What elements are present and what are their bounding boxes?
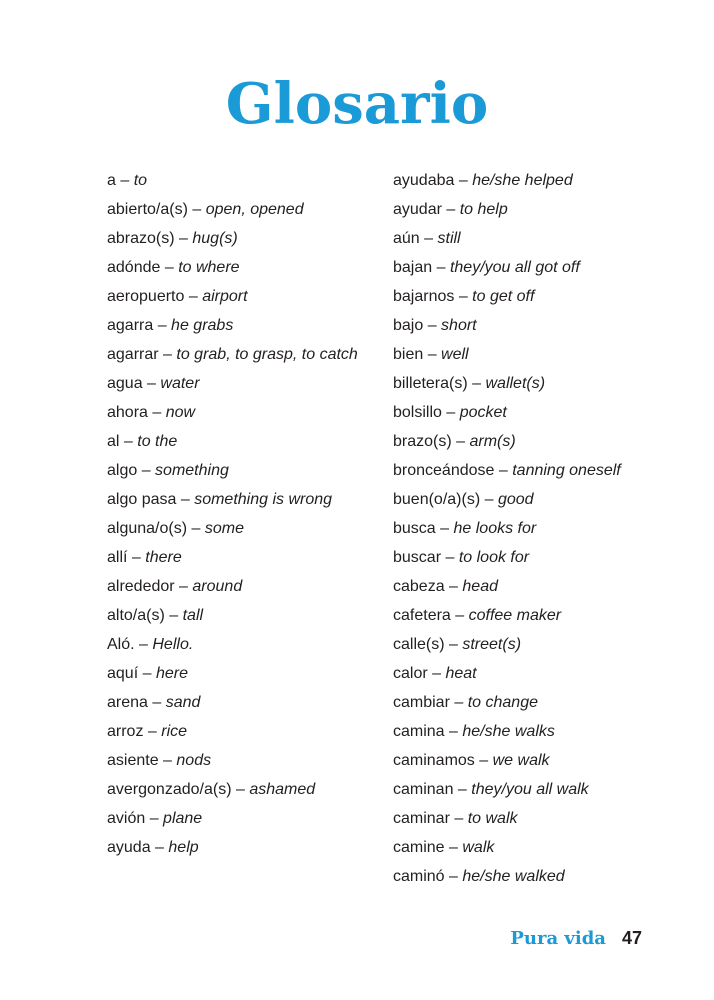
glossary-term: abierto/a(s) bbox=[107, 201, 188, 218]
glossary-definition: wallet(s) bbox=[485, 375, 546, 392]
glossary-entry bbox=[393, 577, 693, 597]
glossary-entry bbox=[107, 809, 387, 829]
glossary-entry bbox=[107, 780, 387, 800]
separator-dash: – bbox=[143, 723, 162, 740]
glossary-definition: he/she walked bbox=[462, 868, 565, 885]
separator-dash: – bbox=[147, 404, 166, 421]
separator-dash: – bbox=[174, 578, 193, 595]
page-footer bbox=[510, 928, 642, 949]
glossary-entry bbox=[393, 809, 693, 829]
separator-dash: – bbox=[453, 781, 472, 798]
glossary-definition: something bbox=[155, 462, 229, 479]
glossary-term: al bbox=[107, 433, 120, 450]
glossary-term: cafetera bbox=[393, 607, 451, 624]
glossary-definition: to help bbox=[459, 201, 508, 218]
glossary-term: caminó bbox=[393, 868, 445, 885]
glossary-definition: to get off bbox=[472, 288, 535, 305]
glossary-term: agarra bbox=[107, 317, 154, 334]
glossary-definition: he/she walks bbox=[462, 723, 555, 740]
glossary-entry bbox=[107, 606, 387, 626]
glossary-definition: still bbox=[437, 230, 461, 247]
glossary-entry bbox=[107, 490, 387, 510]
glossary-term: avergonzado/a(s) bbox=[107, 781, 232, 798]
glossary-term: ayudaba bbox=[393, 172, 455, 189]
glossary-term: bien bbox=[393, 346, 424, 363]
glossary-entry bbox=[107, 635, 387, 655]
glossary-entry bbox=[393, 287, 693, 307]
separator-dash: – bbox=[427, 665, 446, 682]
separator-dash: – bbox=[174, 230, 193, 247]
glossary-definition: something is wrong bbox=[194, 491, 333, 508]
separator-dash: – bbox=[164, 607, 183, 624]
glossary-definition: street(s) bbox=[462, 636, 522, 653]
glossary-term: asiente bbox=[107, 752, 159, 769]
glossary-entry bbox=[107, 722, 387, 742]
glossary-term: billetera(s) bbox=[393, 375, 468, 392]
glossary-term: a bbox=[107, 172, 116, 189]
separator-dash: – bbox=[474, 752, 493, 769]
separator-dash: – bbox=[441, 549, 459, 566]
glossary-term: avión bbox=[107, 810, 146, 827]
glossary-definition: rice bbox=[161, 723, 188, 740]
glossary-entry bbox=[393, 374, 693, 394]
glossary-term: caminan bbox=[393, 781, 454, 798]
glossary-entry bbox=[393, 258, 693, 278]
page-number: 47 bbox=[621, 928, 642, 948]
glossary-entry bbox=[107, 548, 387, 568]
separator-dash: – bbox=[153, 317, 172, 334]
glossary-term: caminar bbox=[393, 810, 450, 827]
glossary-term: buscar bbox=[393, 549, 442, 566]
glossary-definition: we walk bbox=[492, 752, 550, 769]
glossary-definition: here bbox=[155, 665, 188, 682]
glossary-entry bbox=[393, 432, 693, 452]
glossary-term: Aló. bbox=[107, 636, 135, 653]
glossary-definition: to grab, to grasp, to catch bbox=[176, 346, 358, 363]
glossary-entry bbox=[107, 432, 387, 452]
glossary-definition: to walk bbox=[467, 810, 518, 827]
glossary-definition: to look for bbox=[458, 549, 530, 566]
glossary-entry bbox=[393, 548, 693, 568]
glossary-entry bbox=[107, 345, 387, 365]
glossary-definition: ashamed bbox=[249, 781, 316, 798]
glossary-entry bbox=[107, 838, 387, 858]
glossary-term: adónde bbox=[107, 259, 161, 276]
separator-dash: – bbox=[449, 694, 468, 711]
glossary-entry bbox=[393, 229, 693, 249]
separator-dash: – bbox=[444, 636, 463, 653]
glossary-definition: water bbox=[160, 375, 200, 392]
separator-dash: – bbox=[494, 462, 513, 479]
separator-dash: – bbox=[435, 520, 454, 537]
separator-dash: – bbox=[119, 433, 138, 450]
separator-dash: – bbox=[231, 781, 250, 798]
separator-dash: – bbox=[150, 839, 169, 856]
glossary-definition: open, opened bbox=[205, 201, 304, 218]
glossary-definition: pocket bbox=[459, 404, 507, 421]
glossary-entry bbox=[393, 722, 693, 742]
separator-dash: – bbox=[451, 433, 470, 450]
glossary-entry bbox=[393, 200, 693, 220]
glossary-definition: tanning oneself bbox=[512, 462, 621, 479]
glossary-definition: coffee maker bbox=[468, 607, 562, 624]
separator-dash: – bbox=[454, 172, 473, 189]
glossary-entry bbox=[393, 751, 693, 771]
glossary-entry bbox=[393, 867, 693, 887]
glossary-term: aquí bbox=[107, 665, 139, 682]
glossary-term: bajarnos bbox=[393, 288, 455, 305]
glossary-definition: airport bbox=[202, 288, 248, 305]
glossary-term: agua bbox=[107, 375, 143, 392]
separator-dash: – bbox=[450, 607, 469, 624]
glossary-column-right bbox=[393, 171, 693, 896]
glossary-entry bbox=[393, 780, 693, 800]
separator-dash: – bbox=[432, 259, 450, 276]
glossary-entry bbox=[393, 316, 693, 336]
glossary-entry bbox=[107, 577, 387, 597]
glossary-entry bbox=[107, 316, 387, 336]
separator-dash: – bbox=[444, 578, 463, 595]
glossary-term: bolsillo bbox=[393, 404, 442, 421]
separator-dash: – bbox=[134, 636, 153, 653]
glossary-definition: heat bbox=[445, 665, 477, 682]
glossary-definition: there bbox=[145, 549, 182, 566]
glossary-term: cabeza bbox=[393, 578, 445, 595]
separator-dash: – bbox=[158, 752, 177, 769]
glossary-term: camina bbox=[393, 723, 445, 740]
glossary-definition: to the bbox=[137, 433, 178, 450]
glossary-entry bbox=[393, 693, 693, 713]
glossary-entry bbox=[393, 345, 693, 365]
glossary-term: buen(o/a)(s) bbox=[393, 491, 481, 508]
glossary-entry bbox=[107, 171, 387, 191]
glossary-entry bbox=[107, 461, 387, 481]
glossary-entry bbox=[393, 490, 693, 510]
glossary-definition: well bbox=[441, 346, 469, 363]
separator-dash: – bbox=[127, 549, 146, 566]
glossary-definition: nods bbox=[176, 752, 212, 769]
glossary-term: calle(s) bbox=[393, 636, 445, 653]
glossary-entry bbox=[107, 229, 387, 249]
separator-dash: – bbox=[176, 491, 195, 508]
glossary-term: aún bbox=[393, 230, 420, 247]
glossary-definition: to bbox=[133, 172, 148, 189]
separator-dash: – bbox=[137, 462, 156, 479]
glossary-entry bbox=[393, 403, 693, 423]
glossary-entry bbox=[107, 200, 387, 220]
glossary-definition: to where bbox=[178, 259, 240, 276]
glossary-entry bbox=[107, 287, 387, 307]
glossary-entry bbox=[107, 751, 387, 771]
glossary-term: bronceándose bbox=[393, 462, 495, 479]
glossary-entry bbox=[393, 461, 693, 481]
glossary-term: brazo(s) bbox=[393, 433, 452, 450]
glossary-term: abrazo(s) bbox=[107, 230, 175, 247]
separator-dash: – bbox=[160, 259, 179, 276]
glossary-definition: around bbox=[192, 578, 243, 595]
glossary-term: cambiar bbox=[393, 694, 450, 711]
glossary-definition: hug(s) bbox=[192, 230, 238, 247]
separator-dash: – bbox=[423, 317, 442, 334]
glossary-term: agarrar bbox=[107, 346, 159, 363]
separator-dash: – bbox=[419, 230, 438, 247]
glossary-entry bbox=[107, 693, 387, 713]
glossary-definition: they/you all got off bbox=[449, 259, 580, 276]
glossary-entry bbox=[107, 258, 387, 278]
glossary-term: algo pasa bbox=[107, 491, 177, 508]
separator-dash: – bbox=[138, 665, 156, 682]
separator-dash: – bbox=[441, 201, 460, 218]
glossary-definition: plane bbox=[163, 810, 203, 827]
glossary-term: caminamos bbox=[393, 752, 475, 769]
glossary-term: alguna/o(s) bbox=[107, 520, 188, 537]
separator-dash: – bbox=[444, 723, 463, 740]
glossary-term: alto/a(s) bbox=[107, 607, 165, 624]
glossary-entry bbox=[393, 171, 693, 191]
glossary-entry bbox=[393, 606, 693, 626]
glossary-definition: he/she helped bbox=[472, 172, 573, 189]
glossary-entry bbox=[107, 664, 387, 684]
separator-dash: – bbox=[467, 375, 486, 392]
glossary-definition: now bbox=[165, 404, 196, 421]
separator-dash: – bbox=[449, 810, 468, 827]
glossary-definition: they/you all walk bbox=[471, 781, 589, 798]
separator-dash: – bbox=[145, 810, 164, 827]
glossary-definition: to change bbox=[467, 694, 538, 711]
glossary-entry bbox=[393, 664, 693, 684]
glossary-definition: some bbox=[204, 520, 244, 537]
glossary-entry bbox=[107, 374, 387, 394]
page-title: Glosario bbox=[225, 71, 489, 137]
glossary-term: calor bbox=[393, 665, 428, 682]
glossary-term: arena bbox=[107, 694, 148, 711]
separator-dash: – bbox=[115, 172, 134, 189]
glossary-term: allí bbox=[107, 549, 128, 566]
separator-dash: – bbox=[444, 868, 463, 885]
glossary-definition: he looks for bbox=[453, 520, 537, 537]
separator-dash: – bbox=[423, 346, 442, 363]
separator-dash: – bbox=[184, 288, 203, 305]
separator-dash: – bbox=[142, 375, 161, 392]
glossary-entry bbox=[393, 838, 693, 858]
glossary-definition: good bbox=[497, 491, 534, 508]
glossary-term: alrededor bbox=[107, 578, 175, 595]
glossary-term: aeropuerto bbox=[107, 288, 185, 305]
glossary-term: ayudar bbox=[393, 201, 442, 218]
separator-dash: – bbox=[158, 346, 177, 363]
glossary-entry bbox=[107, 519, 387, 539]
separator-dash: – bbox=[480, 491, 498, 508]
glossary-definition: sand bbox=[165, 694, 201, 711]
glossary-term: ahora bbox=[107, 404, 148, 421]
glossary-term: algo bbox=[107, 462, 138, 479]
glossary-definition: arm(s) bbox=[469, 433, 516, 450]
separator-dash: – bbox=[147, 694, 166, 711]
glossary-definition: head bbox=[462, 578, 498, 595]
glossary-term: arroz bbox=[107, 723, 144, 740]
book-title: Pura vida bbox=[510, 928, 606, 949]
glossary-definition: tall bbox=[182, 607, 204, 624]
glossary-term: ayuda bbox=[107, 839, 151, 856]
glossary-definition: walk bbox=[462, 839, 495, 856]
glossary-definition: short bbox=[441, 317, 477, 334]
separator-dash: – bbox=[187, 520, 205, 537]
glossary-definition: help bbox=[168, 839, 199, 856]
separator-dash: – bbox=[444, 839, 463, 856]
glossary-definition: he grabs bbox=[171, 317, 234, 334]
glossary-entry bbox=[393, 519, 693, 539]
separator-dash: – bbox=[454, 288, 473, 305]
glossary-entry bbox=[107, 403, 387, 423]
separator-dash: – bbox=[441, 404, 460, 421]
glossary-term: bajo bbox=[393, 317, 424, 334]
separator-dash: – bbox=[187, 201, 206, 218]
glossary-term: bajan bbox=[393, 259, 433, 276]
glossary-term: busca bbox=[393, 520, 436, 537]
glossary-column-left bbox=[107, 171, 387, 867]
glossary-definition: Hello. bbox=[152, 636, 194, 653]
glossary-entry bbox=[393, 635, 693, 655]
glossary-term: camine bbox=[393, 839, 445, 856]
